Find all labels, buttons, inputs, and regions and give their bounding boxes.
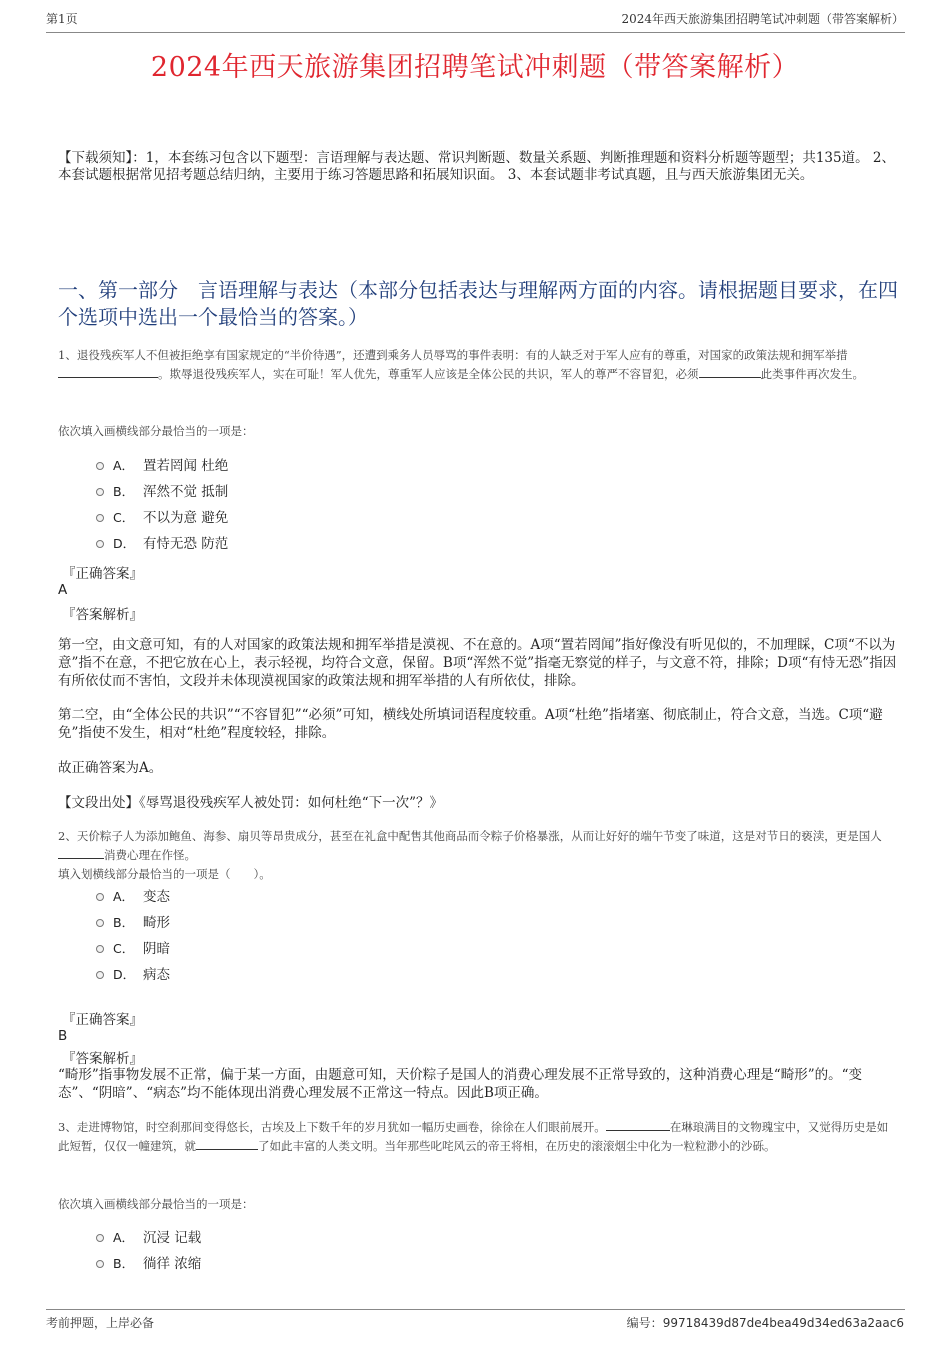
page-title: 2024年西天旅游集团招聘笔试冲刺题（带答案解析） [150, 52, 800, 83]
q1-source: 【文段出处】《辱骂退役残疾军人被处罚：如何杜绝“下一次”？》 [58, 795, 444, 811]
question-1-prompt: 依次填入画横线部分最恰当的一项是： [58, 424, 254, 438]
q3-option-b[interactable]: B． 徜徉 浓缩 [96, 1254, 201, 1274]
q1-option-c[interactable]: C． 不以为意 避免 [96, 508, 228, 528]
radio-icon[interactable] [96, 488, 104, 496]
question-3-text: 3、走进博物馆，时空刹那间变得悠长，古埃及上下数千年的岁月犹如一幅历史画卷，徐徐在人们眼前展开。 在琳琅满目的文物瑰宝中，又觉得历史是如此短暂，仅仅一幢建筑，就 了如此丰富的人类文明。当年那些叱咤风云的帝王将相，在历史的滚滚烟尘中化为一粒粒渺小的沙砾。 [58, 1120, 889, 1153]
q2-answer: B [58, 1028, 68, 1044]
footer-code: 编号：99718439d87de4bea49d34ed63a2aac6 [626, 1316, 904, 1330]
question-3-prompt: 依次填入画横线部分最恰当的一项是： [58, 1197, 254, 1211]
q1-analysis-label: 『答案解析』 [62, 607, 143, 623]
q2-answer-label: 『正确答案』 [62, 1012, 143, 1028]
download-notice: 【下载须知】：1，本套练习包含以下题型：言语理解与表达题、常识判断题、数量关系题、判断推理题和资料分析题等题型；共135道。 2、本套试题根据常见招考题总结归纳，主要用于练习答题思路和拓展知识面。 3、本套试题非考试真题，且与西天旅游集团无关。 [58, 150, 895, 183]
q2-option-a[interactable]: A． 变态 [96, 887, 170, 907]
question-2-prompt: 填入划横线部分最恰当的一项是（ ）。 [58, 867, 271, 881]
q2-option-b[interactable]: B． 畸形 [96, 913, 170, 933]
q1-answer-label: 『正确答案』 [62, 566, 143, 582]
radio-icon[interactable] [96, 1234, 104, 1242]
q1-option-a[interactable]: A． 置若罔闻 杜绝 [96, 456, 228, 476]
question-1-text: 1、退役残疾军人不但被拒绝享有国家规定的“半价待遇”，还遭到乘务人员辱骂的事件表明：有的人缺乏对于军人应有的尊重，对国家的政策法规和拥军举措。欺辱退役残疾军人，实在可耻！军人优先，尊重军人应该是全体公民的共识，军人的尊严不容冒犯，必须 此类事件再次发生。 [58, 348, 864, 381]
blank-2 [699, 365, 761, 378]
radio-icon[interactable] [96, 971, 104, 979]
blank-2 [196, 1137, 258, 1150]
q2-option-d[interactable]: D． 病态 [96, 965, 170, 985]
radio-icon[interactable] [96, 945, 104, 953]
radio-icon[interactable] [96, 1260, 104, 1268]
radio-icon[interactable] [96, 540, 104, 548]
header-divider [46, 32, 905, 33]
blank-1 [606, 1118, 670, 1131]
q1-option-d[interactable]: D． 有恃无恐 防范 [96, 534, 228, 554]
radio-icon[interactable] [96, 919, 104, 927]
footer-divider [46, 1309, 905, 1310]
radio-icon[interactable] [96, 462, 104, 470]
question-2-text: 2、天价粽子人为添加鲍鱼、海参、扇贝等昂贵成分，甚至在礼盒中配售其他商品而令粽子价格暴涨，从而让好好的端午节变了味道，这是对节日的亵渎，更是国人消费心理在作怪。 [58, 829, 882, 862]
section-heading: 一、第一部分 言语理解与表达（本部分包括表达与理解两方面的内容。请根据题目要求，在四个选项中选出一个最恰当的答案。） [58, 278, 898, 329]
q2-analysis-para-1: “畸形”指事物发展不正常，偏于某一方面，由题意可知，天价粽子是国人的消费心理发展不正常导致的，这种消费心理是“畸形”的。“变态”、“阴暗”、“病态”均不能体现出消费心理发展不正常这一特点。因此B项正确。 [58, 1067, 863, 1101]
q1-option-b[interactable]: B． 浑然不觉 抵制 [96, 482, 228, 502]
q2-analysis-label: 『答案解析』 [62, 1051, 143, 1067]
radio-icon[interactable] [96, 514, 104, 522]
blank-1 [58, 365, 158, 378]
footer-slogan: 考前押题，上岸必备 [46, 1316, 155, 1330]
q2-option-c[interactable]: C． 阴暗 [96, 939, 170, 959]
q1-answer: A [58, 582, 68, 598]
q1-analysis-para-2: 第二空，由“全体公民的共识”“不容冒犯”“必须”可知，横线处所填词语程度较重。A项“杜绝”指堵塞、彻底制止，符合文意，当选。C项“避免”指使不发生，相对“杜绝”程度较轻，排除。 [58, 707, 883, 741]
q1-analysis-para-3: 故正确答案为A。 [58, 760, 163, 776]
page-number: 第1页 [46, 12, 78, 26]
q3-option-a[interactable]: A． 沉浸 记载 [96, 1228, 201, 1248]
q1-analysis-para-1: 第一空，由文意可知，有的人对国家的政策法规和拥军举措是漠视、不在意的。A项“置若罔闻”指好像没有听见似的，不加理睬，C项“不以为意”指不在意，不把它放在心上，表示轻视，均符合文意，保留。B项“浑然不觉”指毫无察觉的样子，与文意不符，排除；D项“有恃无恐”指因有所依仗而不害怕，文段并未体现漠视国家的政策法规和拥军举措的人有所依仗，排除。 [58, 637, 897, 689]
radio-icon[interactable] [96, 893, 104, 901]
header-doc-title: 2024年西天旅游集团招聘笔试冲刺题（带答案解析） [621, 12, 904, 26]
blank-1 [58, 846, 104, 859]
